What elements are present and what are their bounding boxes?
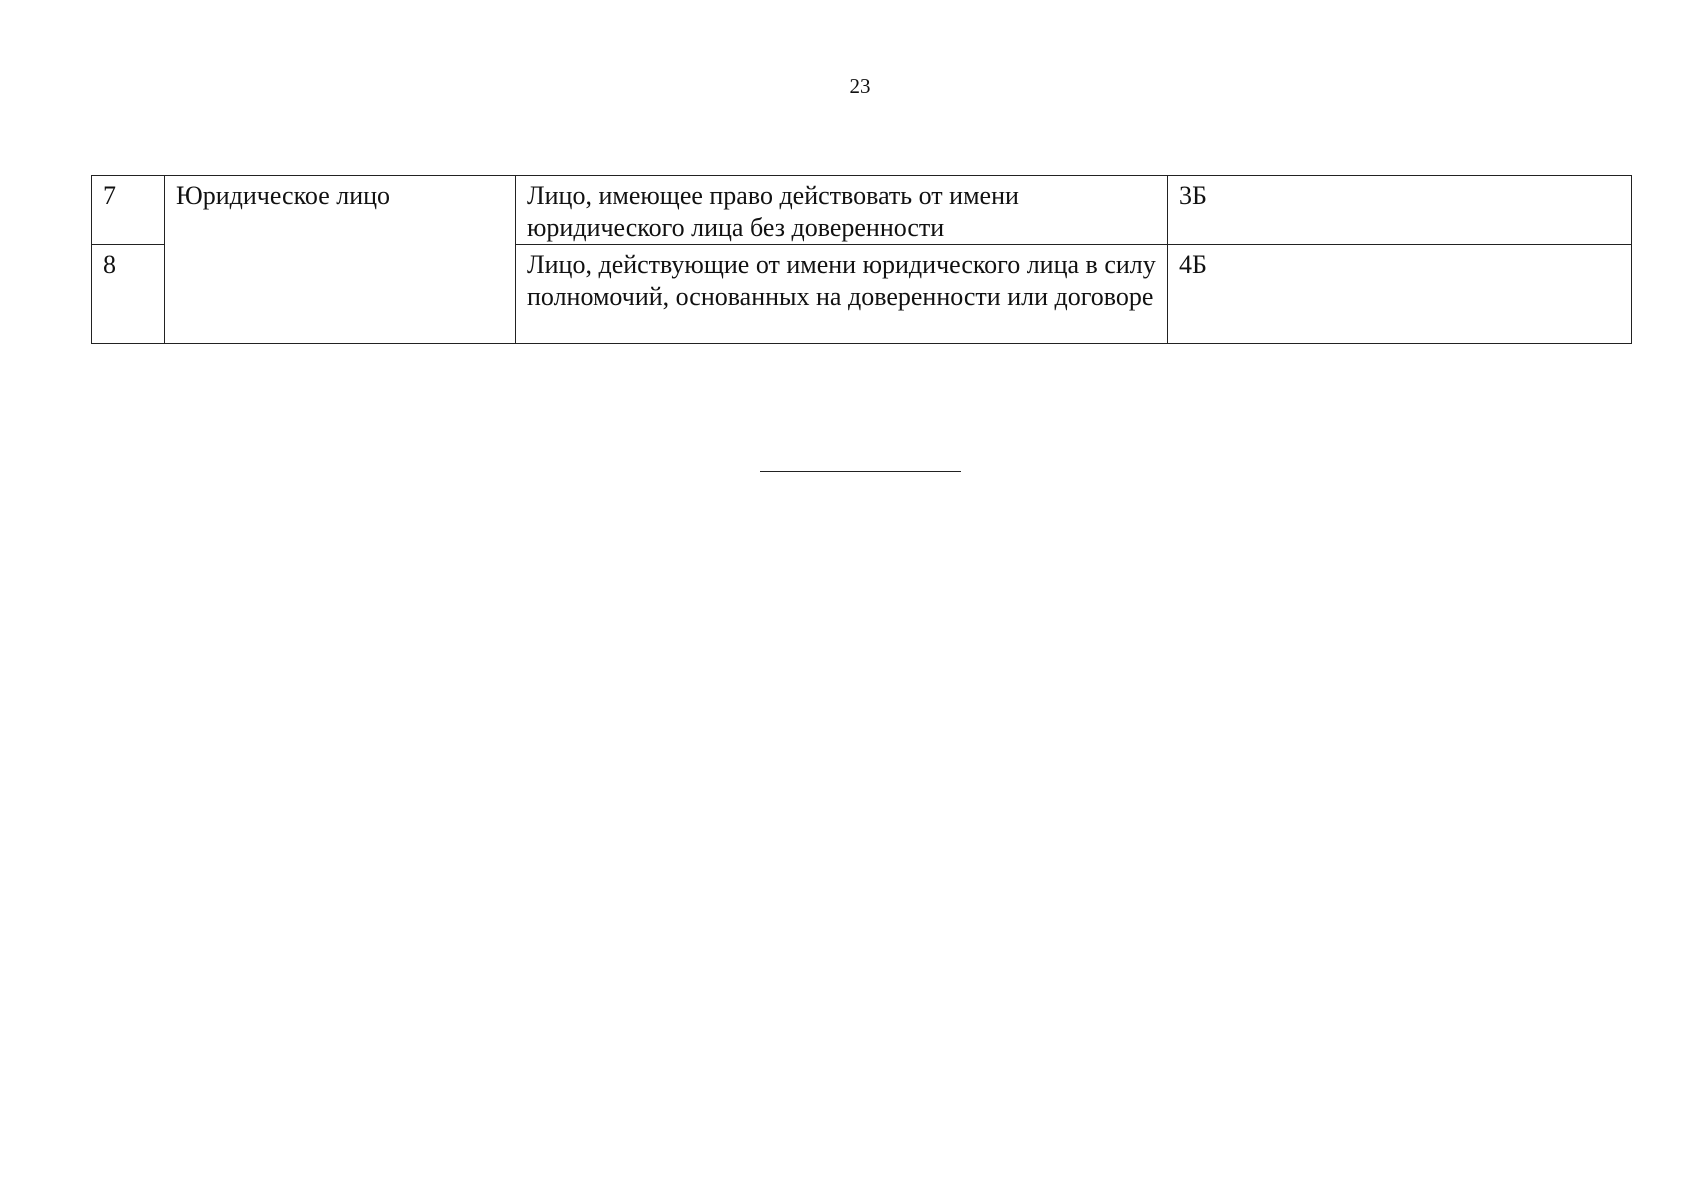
row-number-cell: 8 xyxy=(92,245,165,344)
row-number-cell: 7 xyxy=(92,176,165,245)
person-description-cell: Лицо, имеющее право действовать от имени юридического лица без доверенности xyxy=(516,176,1168,245)
person-description-cell: Лицо, действующие от имени юридического лица в силу полномочий, основанных на доверенности или договоре xyxy=(516,245,1168,344)
subject-type-cell: Юридическое лицо xyxy=(165,176,516,344)
page-number: 23 xyxy=(849,74,871,98)
table-row xyxy=(92,176,1632,245)
representatives-table xyxy=(91,175,1632,344)
code-cell: 4Б xyxy=(1168,245,1632,344)
code-cell: 3Б xyxy=(1168,176,1632,245)
end-of-document-rule xyxy=(760,471,961,472)
